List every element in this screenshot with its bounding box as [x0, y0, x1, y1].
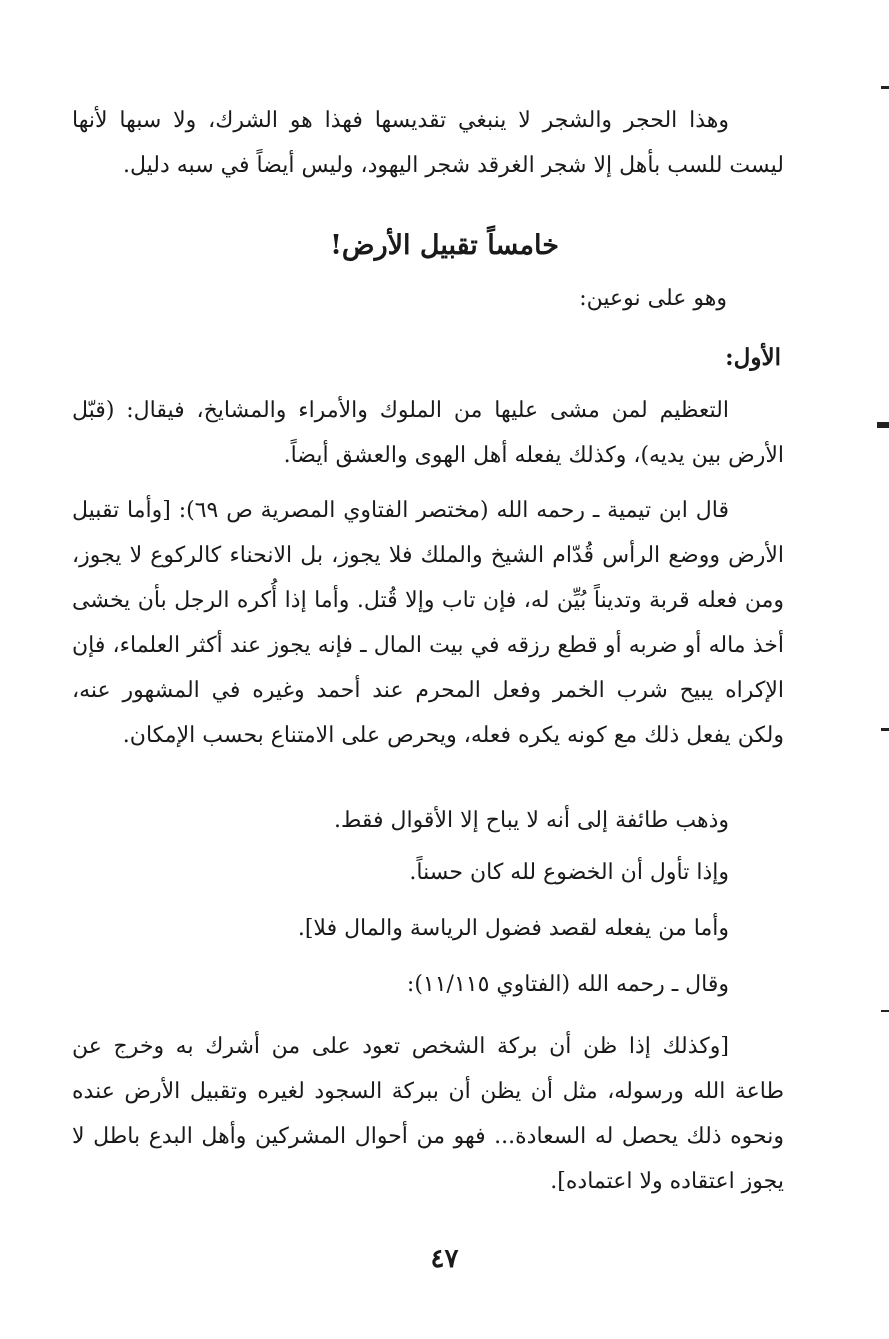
- paragraph-humility-interpretation: وإذا تأول أن الخضوع لله كان حسناً.: [409, 860, 729, 885]
- paragraph-stone-tree: وهذا الحجر والشجر لا ينبغي تقديسها فهذا هو الشرك، ولا سبها لأنها ليست للسب بأهل إلا شجر الغرقد شجر اليهود، وليس أيضاً في سبه دليل.: [72, 108, 784, 178]
- scan-edge-mark: [881, 1010, 889, 1012]
- page-number: ٤٧: [430, 1244, 459, 1274]
- paragraph-fatawa-reference: وقال ـ رحمه الله (الفتاوي ١١/١١٥):: [406, 972, 729, 997]
- first-type-label: الأول:: [725, 344, 781, 371]
- scan-edge-mark: [881, 86, 889, 89]
- paragraph-two-types: وهو على نوعين:: [579, 286, 727, 311]
- paragraph-leadership-wealth: وأما من يفعله لقصد فضول الرياسة والمال فلا].: [297, 916, 729, 941]
- section-heading: خامساً تقبيل الأرض!: [330, 230, 559, 261]
- scan-edge-mark: [877, 422, 889, 428]
- paragraph-glorification: التعظيم لمن مشى عليها من الملوك والأمراء والمشايخ، فيقال: (قبّل الأرض بين يديه)، وكذلك يفعله أهل الهوى والعشق أيضاً.: [72, 398, 784, 468]
- paragraph-group-opinion: وذهب طائفة إلى أنه لا يباح إلا الأقوال فقط.: [333, 808, 729, 833]
- paragraph-ibn-taymiyyah-quote: قال ابن تيمية ـ رحمه الله (مختصر الفتاوي المصرية ص ٦٩): [وأما تقبيل الأرض ووضع الرأس قُدّام الشيخ والملك فلا يجوز، بل الانحناء كالركوع لا يجوز، ومن فعله قربة وتديناً بُيِّن له، فإن تاب وإلا قُتل. وأما إذا أُكره الرجل بأن يخشى أخذ ماله أو ضربه أو قطع رزقه في بيت المال ـ فإنه يجوز عند أكثر العلماء، فإن الإكراه يبيح شرب الخمر وفعل المحرم عند أحمد وغيره في المشهور عنه، ولكن يفعل ذلك مع كونه يكره فعله، ويحرص على الامتناع بحسب الإمكان.: [72, 498, 784, 748]
- paragraph-blessing-quote: [وكذلك إذا ظن أن بركة الشخص تعود على من أشرك به وخرج عن طاعة الله ورسوله، مثل أن يظن أن ببركة السجود لغيره وتقبيل الأرض عنده ونحوه ذلك يحصل له السعادة... فهو من أحوال المشركين وأهل البدع باطل لا يجوز اعتقاده ولا اعتماده].: [72, 1034, 784, 1194]
- scan-edge-mark: [881, 728, 889, 731]
